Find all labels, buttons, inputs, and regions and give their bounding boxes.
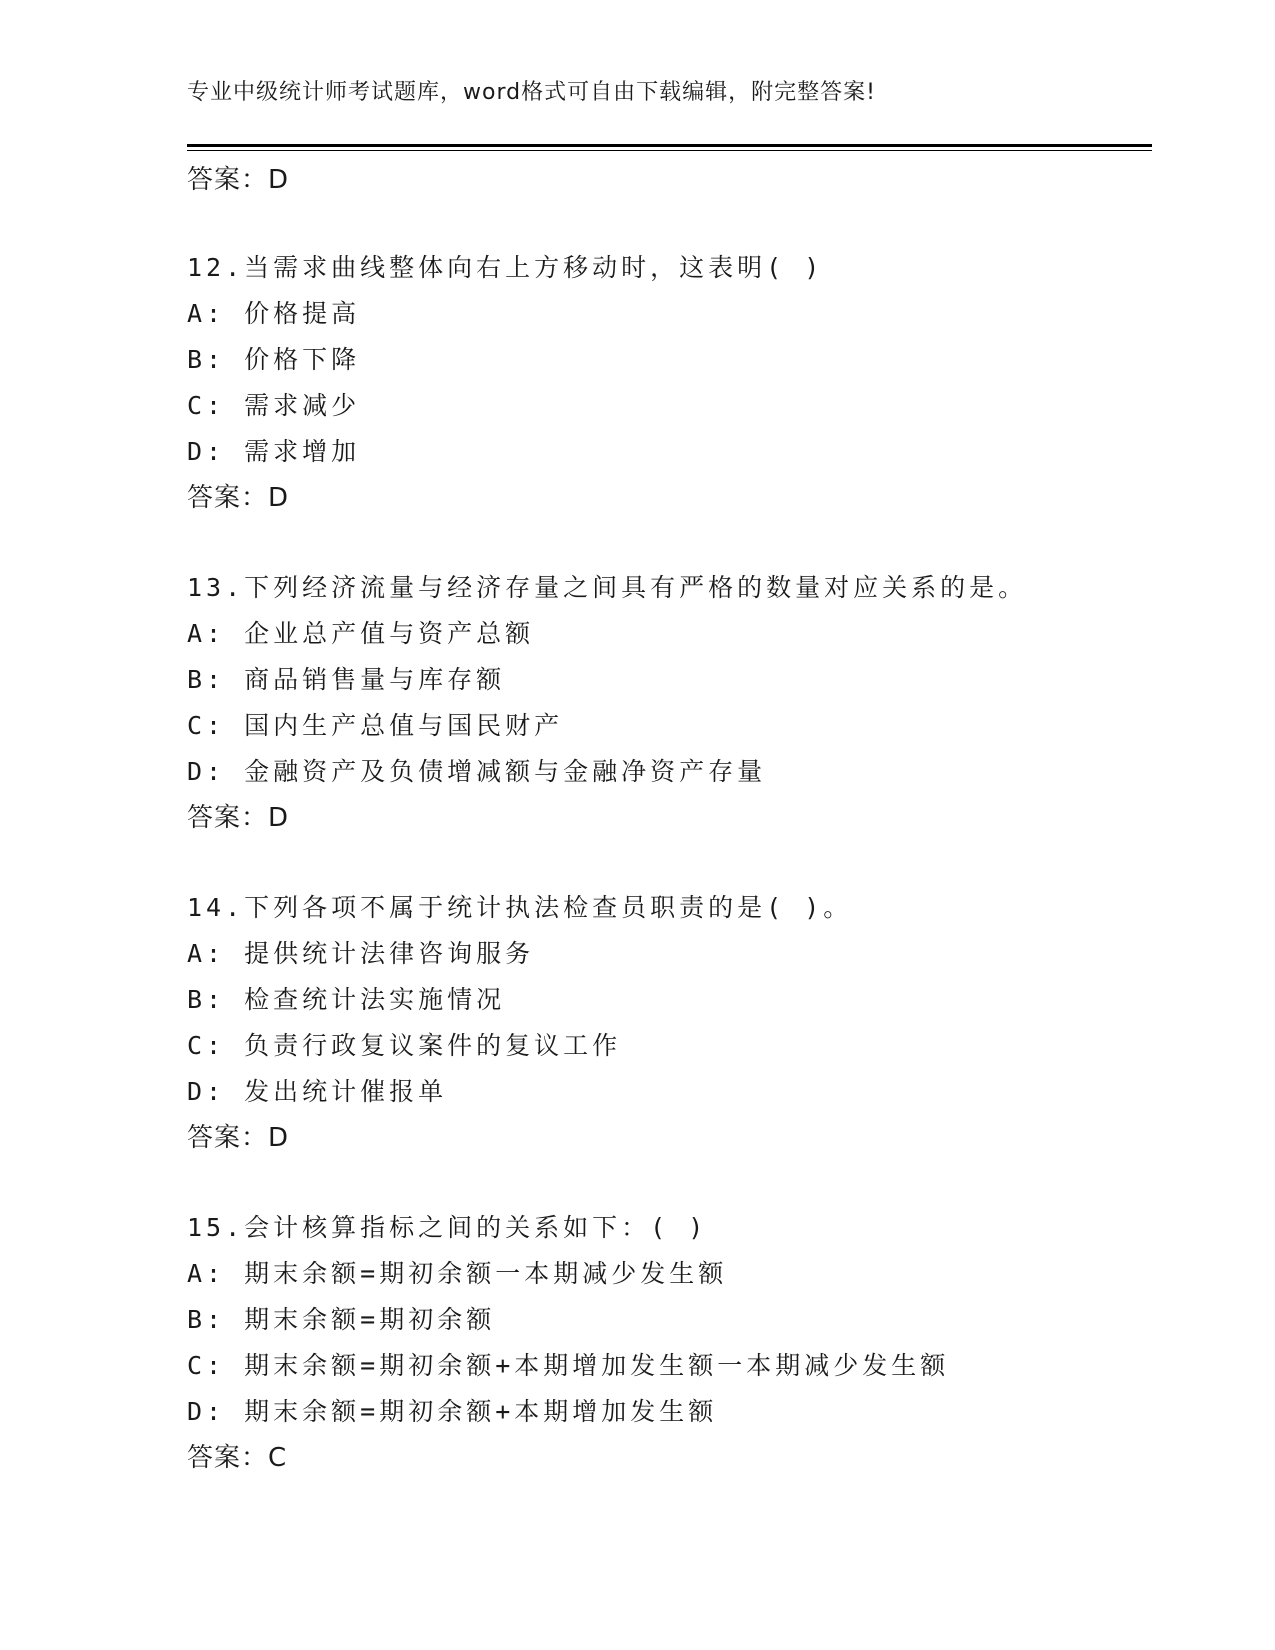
- question-13: [187, 565, 1152, 841]
- option-d: D: 期末余额=期初余额+本期增加发生额: [187, 1397, 718, 1426]
- question-stem: 12.当需求曲线整体向右上方移动时，这表明( ): [187, 253, 824, 282]
- option-a: A: 期末余额=期初余额一本期减少发生额: [187, 1259, 728, 1288]
- answer-line: 答案：C: [187, 1443, 288, 1473]
- page-header: 专业中级统计师考试题库，word格式可自由下载编辑，附完整答案!: [187, 80, 876, 105]
- option-a: A: 提供统计法律咨询服务: [187, 939, 535, 968]
- question-12: [187, 245, 1152, 521]
- answer-line: 答案：D: [187, 483, 290, 513]
- option-a: A: 价格提高: [187, 299, 361, 328]
- option-b: B: 价格下降: [187, 345, 361, 374]
- option-d: D: 需求增加: [187, 437, 361, 466]
- question-list: [187, 157, 1152, 1481]
- option-d: D: 金融资产及负债增减额与金融净资产存量: [187, 757, 767, 786]
- option-d: D: 发出统计催报单: [187, 1077, 448, 1106]
- question-stem: 13.下列经济流量与经济存量之间具有严格的数量对应关系的是。: [187, 573, 1028, 602]
- question-stem: 14.下列各项不属于统计执法检查员职责的是( )。: [187, 893, 853, 922]
- header-rule-thick: [187, 144, 1152, 147]
- option-c: C: 负责行政复议案件的复议工作: [187, 1031, 622, 1060]
- option-c: C: 期末余额=期初余额+本期增加发生额一本期减少发生额: [187, 1351, 950, 1380]
- option-c: C: 国内生产总值与国民财产: [187, 711, 564, 740]
- header-rule-thin: [187, 150, 1152, 151]
- answer-line: 答案：D: [187, 165, 290, 195]
- option-b: B: 检查统计法实施情况: [187, 985, 506, 1014]
- option-b: B: 商品销售量与库存额: [187, 665, 506, 694]
- question-stem: 15.会计核算指标之间的关系如下：( ): [187, 1213, 708, 1242]
- option-a: A: 企业总产值与资产总额: [187, 619, 535, 648]
- question-15: [187, 1205, 1152, 1481]
- option-b: B: 期末余额=期初余额: [187, 1305, 496, 1334]
- answer-line: 答案：D: [187, 803, 290, 833]
- option-c: C: 需求减少: [187, 391, 361, 420]
- answer-line: 答案：D: [187, 1123, 290, 1153]
- question-14: [187, 885, 1152, 1161]
